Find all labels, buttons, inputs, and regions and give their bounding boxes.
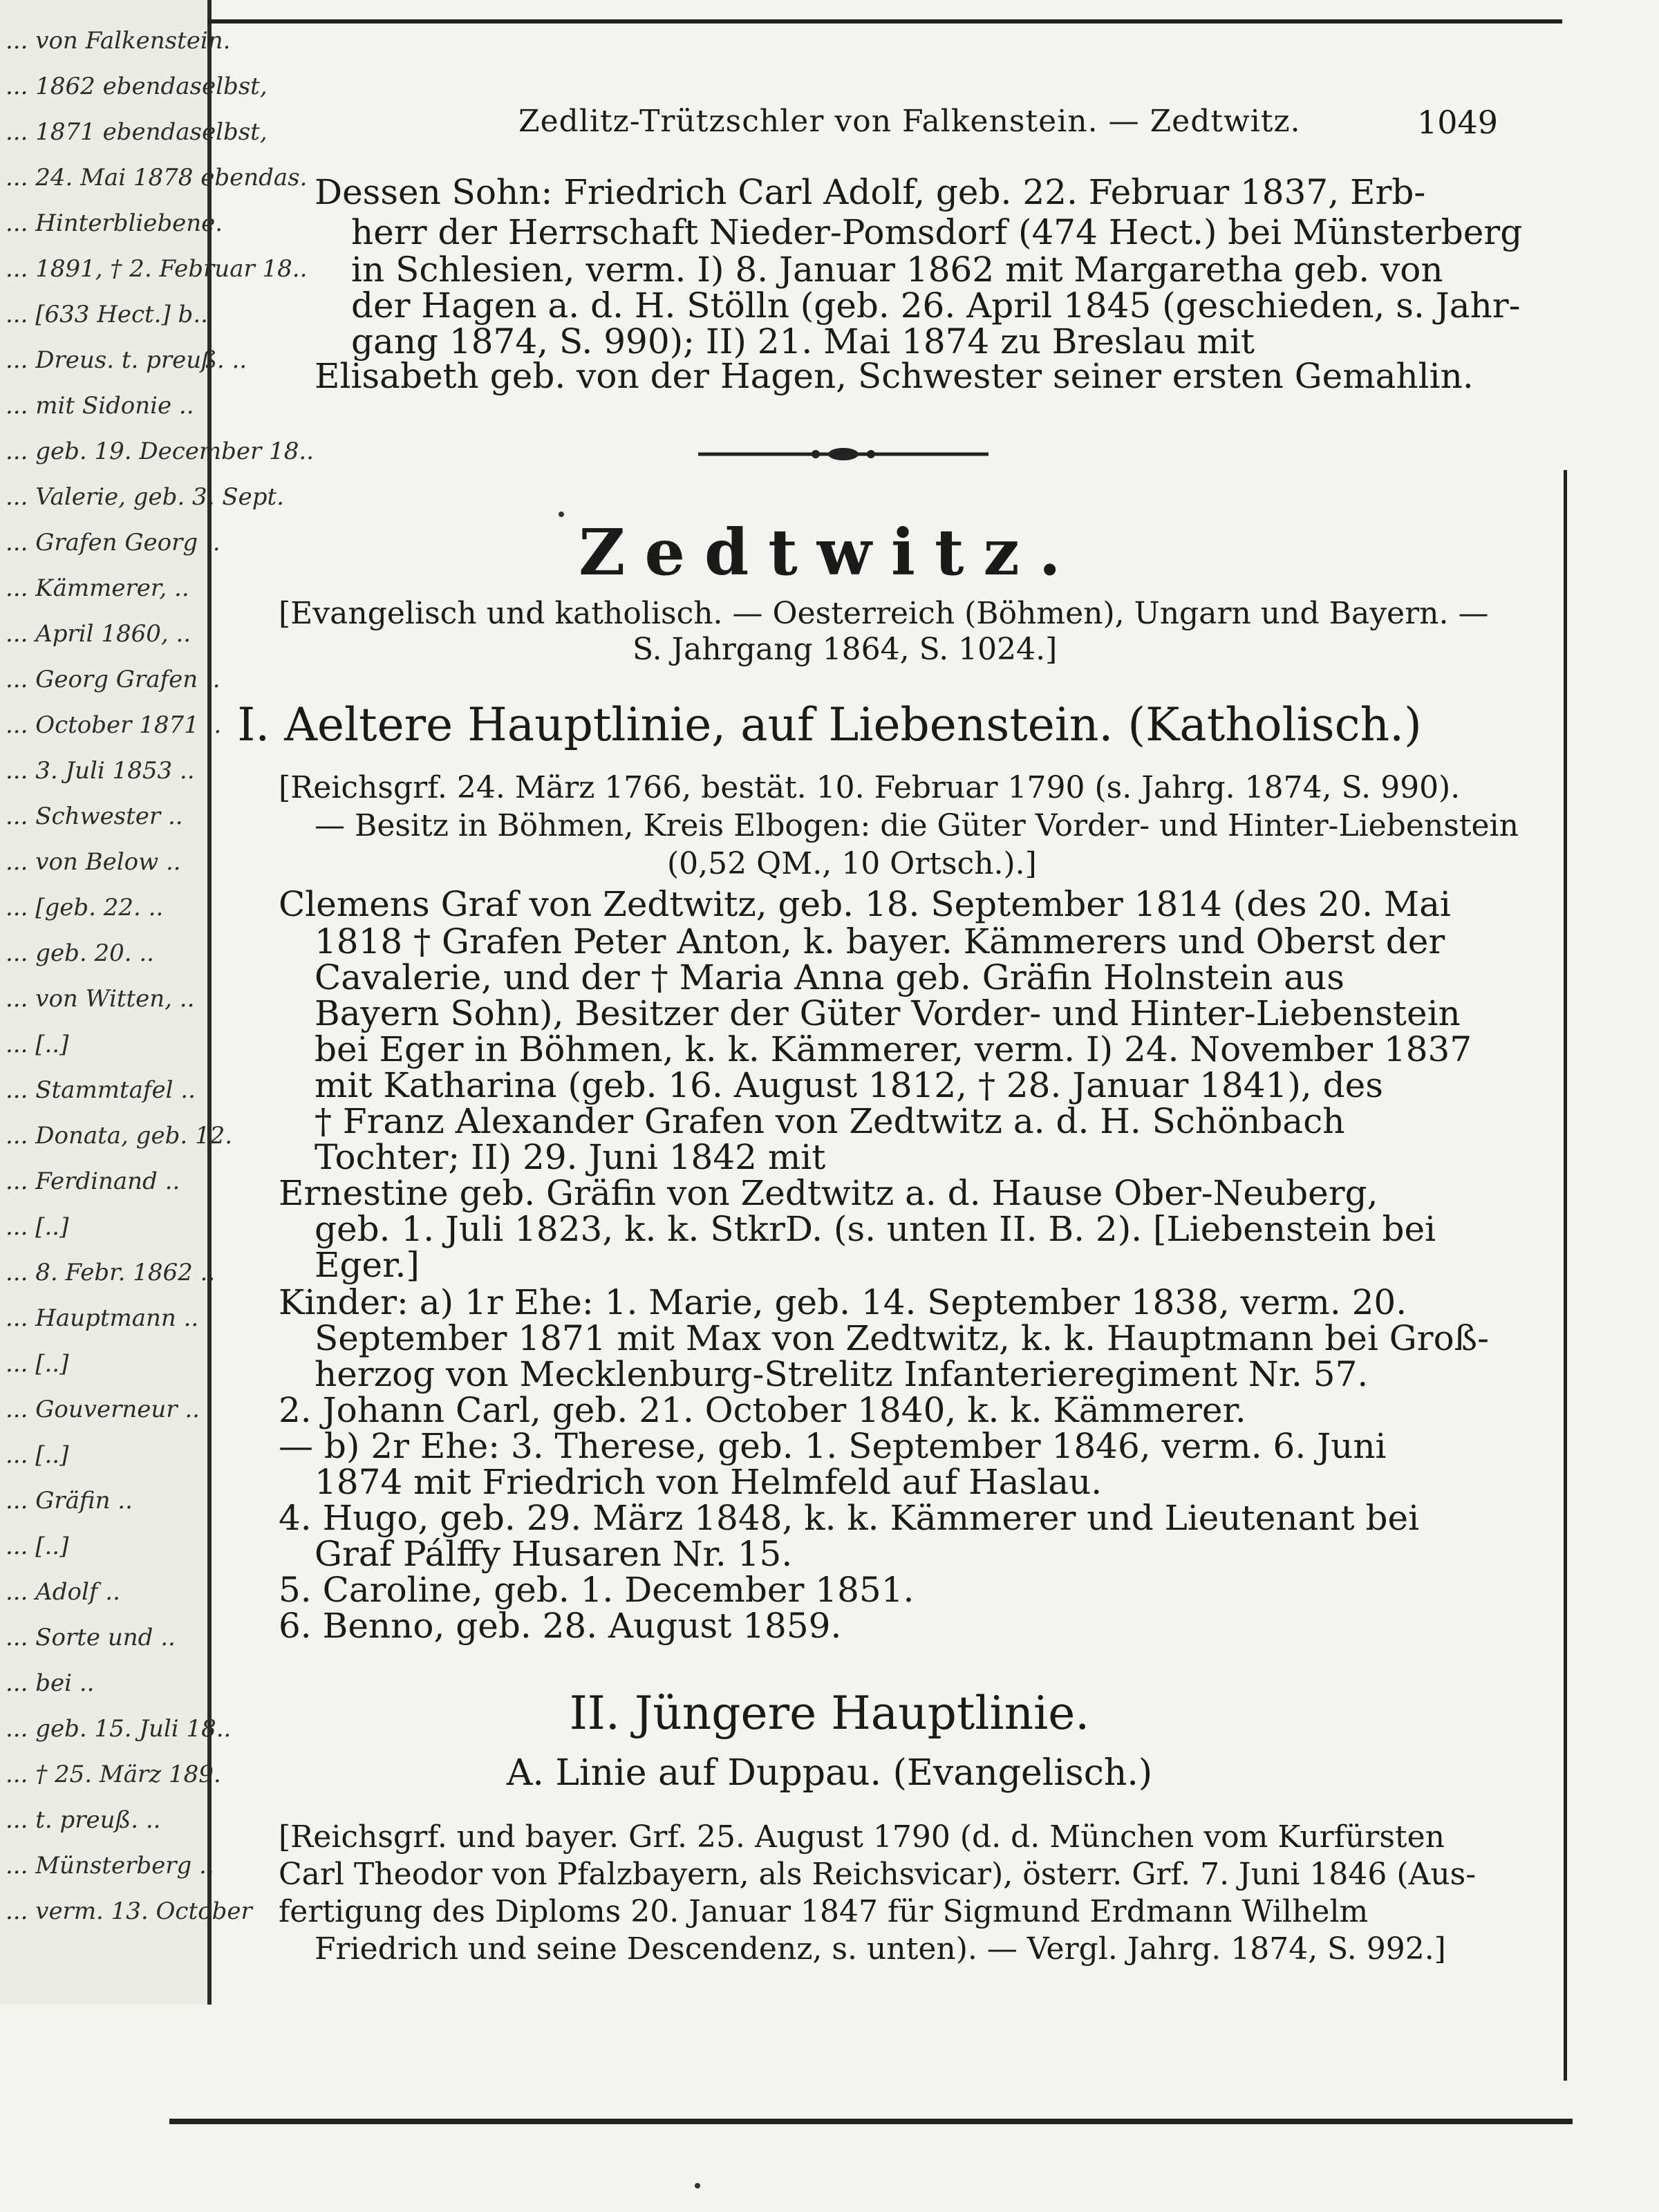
text-line: Friedrich und seine Descendenz, s. unten). — Vergl. Jahrg. 1874, S. 992.] (315, 1931, 1446, 1967)
text-line: [Reichsgrf. und bayer. Grf. 25. August 1790 (d. d. München vom Kurfürsten (279, 1819, 1445, 1855)
text-line: geb. 1. Juli 1823, k. k. StkrD. (s. unten II. B. 2). [Liebenstein bei (315, 1209, 1436, 1249)
margin-text-fragment: ... verm. 13. October (6, 1897, 252, 1925)
text-line: bei Eger in Böhmen, k. k. Kämmerer, verm. I) 24. November 1837 (315, 1029, 1472, 1069)
text-line: Eger.] (315, 1245, 420, 1285)
margin-text-fragment: ... [..] (6, 1533, 69, 1560)
margin-text-fragment: ... bei .. (6, 1669, 95, 1697)
margin-text-fragment: ... [..] (6, 1031, 69, 1058)
top-rule (207, 19, 1562, 24)
text-line: Cavalerie, und der † Maria Anna geb. Gräfin Holnstein aus (315, 957, 1344, 997)
text-line: herzog von Mecklenburg-Strelitz Infanterieregiment Nr. 57. (315, 1354, 1369, 1394)
margin-text-fragment: ... geb. 15. Juli 18.. (6, 1715, 232, 1743)
text-line: Tochter; II) 29. Juni 1842 mit (315, 1137, 826, 1177)
text-line: Ernestine geb. Gräfin von Zedtwitz a. d. Hause Ober-Neuberg, (279, 1173, 1378, 1213)
margin-text-fragment: ... 1891, † 2. Februar 18.. (6, 255, 308, 283)
margin-text-fragment: ... Adolf .. (6, 1578, 120, 1606)
text-line: mit Katharina (geb. 16. August 1812, † 28. Januar 1841), des (315, 1065, 1383, 1105)
margin-text-fragment: ... Grafen Georg .. (6, 529, 221, 556)
margin-text-fragment: ... 8. Febr. 1862 .. (6, 1259, 216, 1286)
text-line: Clemens Graf von Zedtwitz, geb. 18. September 1814 (des 20. Mai (279, 884, 1451, 924)
margin-text-fragment: ... [..] (6, 1441, 69, 1469)
margin-text-fragment: ... Stammtafel .. (6, 1076, 196, 1104)
margin-text-fragment: ... Ferdinand .. (6, 1168, 180, 1195)
text-line: in Schlesien, verm. I) 8. Januar 1862 mit Margaretha geb. von (351, 250, 1443, 290)
text-line: Carl Theodor von Pfalzbayern, als Reichsvicar), österr. Grf. 7. Juni 1846 (Aus- (279, 1857, 1477, 1892)
margin-text-fragment: ... 1862 ebendaselbst, (6, 73, 268, 100)
margin-text-fragment: ... Hinterbliebene. (6, 209, 223, 237)
text-line: [Reichsgrf. 24. März 1766, bestät. 10. Februar 1790 (s. Jahrg. 1874, S. 990). (279, 770, 1461, 805)
margin-text-fragment: ... von Below .. (6, 848, 181, 876)
text-line: September 1871 mit Max von Zedtwitz, k. k. Hauptmann bei Groß- (315, 1318, 1489, 1358)
text-line: 4. Hugo, geb. 29. März 1848, k. k. Kämmerer und Lieutenant bei (279, 1498, 1420, 1538)
margin-text-fragment: ... von Falkenstein. (6, 27, 231, 55)
margin-text-fragment: ... 24. Mai 1878 ebendas. (6, 164, 308, 191)
margin-text-fragment: ... 1871 ebendaselbst, (6, 118, 268, 146)
text-line: gang 1874, S. 990); II) 21. Mai 1874 zu Breslau mit (351, 321, 1255, 362)
margin-text-fragment: ... † 25. März 189. (6, 1761, 221, 1788)
margin-text-fragment: ... von Witten, .. (6, 985, 195, 1013)
bottom-rule (169, 2119, 1573, 2124)
family-subtitle: S. Jahrgang 1864, S. 1024.] (632, 632, 1058, 667)
running-header: Zedlitz-Trützschler von Falkenstein. — Zedtwitz. (518, 104, 1301, 139)
text-line: 1818 † Grafen Peter Anton, k. bayer. Kämmerers und Oberst der (315, 921, 1445, 962)
family-subtitle: [Evangelisch und katholisch. — Oesterreich (Böhmen), Ungarn und Bayern. — (279, 596, 1489, 631)
margin-text-fragment: ... geb. 19. December 18.. (6, 438, 314, 465)
margin-text-fragment: ... Dreus. t. preuß. .. (6, 346, 247, 374)
section-heading: I. Aeltere Hauptlinie, auf Liebenstein. (Katholisch.) (237, 698, 1422, 751)
margin-text-fragment: ... October 1871 .. (6, 711, 222, 739)
margin-text-fragment: ... [633 Hect.] b.. (6, 301, 208, 328)
margin-text-fragment: ... [..] (6, 1350, 69, 1378)
margin-text-fragment: ... Gouverneur .. (6, 1396, 200, 1423)
margin-text-fragment: ... geb. 20. .. (6, 939, 154, 967)
family-title: Zedtwitz. (579, 515, 1080, 590)
margin-text-fragment: ... 3. Juli 1853 .. (6, 757, 195, 785)
page-number: 1049 (1417, 104, 1499, 141)
text-line: — b) 2r Ehe: 3. Therese, geb. 1. September 1846, verm. 6. Juni (279, 1426, 1387, 1466)
margin-text-fragment: ... Donata, geb. 12. (6, 1122, 233, 1150)
margin-text-fragment: ... Kämmerer, .. (6, 574, 189, 602)
text-line: Dessen Sohn: Friedrich Carl Adolf, geb. 22. Februar 1837, Erb- (315, 172, 1426, 212)
margin-text-fragment: ... [..] (6, 1213, 69, 1241)
margin-text-fragment: ... Sorte und .. (6, 1624, 176, 1651)
text-line: (0,52 QM., 10 Ortsch.).] (667, 846, 1037, 881)
text-line: der Hagen a. d. H. Stölln (geb. 26. April 1845 (geschieden, s. Jahr- (351, 285, 1521, 326)
margin-text-fragment: ... Gräfin .. (6, 1487, 133, 1515)
margin-text-fragment: ... [geb. 22. .. (6, 894, 164, 921)
margin-text-fragment: ... Schwester .. (6, 803, 183, 830)
text-line: Elisabeth geb. von der Hagen, Schwester seiner ersten Gemahlin. (315, 356, 1474, 396)
text-line: 2. Johann Carl, geb. 21. October 1840, k. k. Kämmerer. (279, 1390, 1246, 1430)
margin-text-fragment: ... Münsterberg .. (6, 1852, 214, 1880)
text-line: — Besitz in Böhmen, Kreis Elbogen: die Güter Vorder- und Hinter-Liebenstein (315, 808, 1519, 843)
text-line: Kinder: a) 1r Ehe: 1. Marie, geb. 14. September 1838, verm. 20. (279, 1282, 1407, 1322)
text-line: Bayern Sohn), Besitzer der Güter Vorder- und Hinter-Liebenstein (315, 993, 1461, 1033)
margin-text-fragment: ... Valerie, geb. 3. Sept. (6, 483, 284, 511)
text-line: 6. Benno, geb. 28. August 1859. (279, 1606, 842, 1646)
text-line: fertigung des Diploms 20. Januar 1847 für Sigmund Erdmann Wilhelm (279, 1894, 1369, 1929)
text-line: herr der Herrschaft Nieder-Pomsdorf (474 Hect.) bei Münsterberg (351, 212, 1523, 252)
margin-text-fragment: ... Georg Grafen .. (6, 666, 221, 693)
section-heading: II. Jüngere Hauptlinie. (569, 1687, 1090, 1740)
text-line: Graf Pálffy Husaren Nr. 15. (315, 1534, 793, 1574)
speck (695, 2183, 700, 2188)
subsection-heading: A. Linie auf Duppau. (Evangelisch.) (506, 1752, 1153, 1794)
margin-text-fragment: ... April 1860, .. (6, 620, 191, 648)
text-line: 1874 mit Friedrich von Helmfeld auf Haslau. (315, 1462, 1103, 1502)
margin-text-fragment: ... t. preuß. .. (6, 1806, 161, 1834)
ornament-divider (698, 447, 988, 462)
margin-text-fragment: ... Hauptmann .. (6, 1304, 199, 1332)
margin-text-fragment: ... mit Sidonie .. (6, 392, 194, 420)
text-line: 5. Caroline, geb. 1. December 1851. (279, 1570, 915, 1610)
text-line: † Franz Alexander Grafen von Zedtwitz a. d. H. Schönbach (315, 1101, 1345, 1141)
